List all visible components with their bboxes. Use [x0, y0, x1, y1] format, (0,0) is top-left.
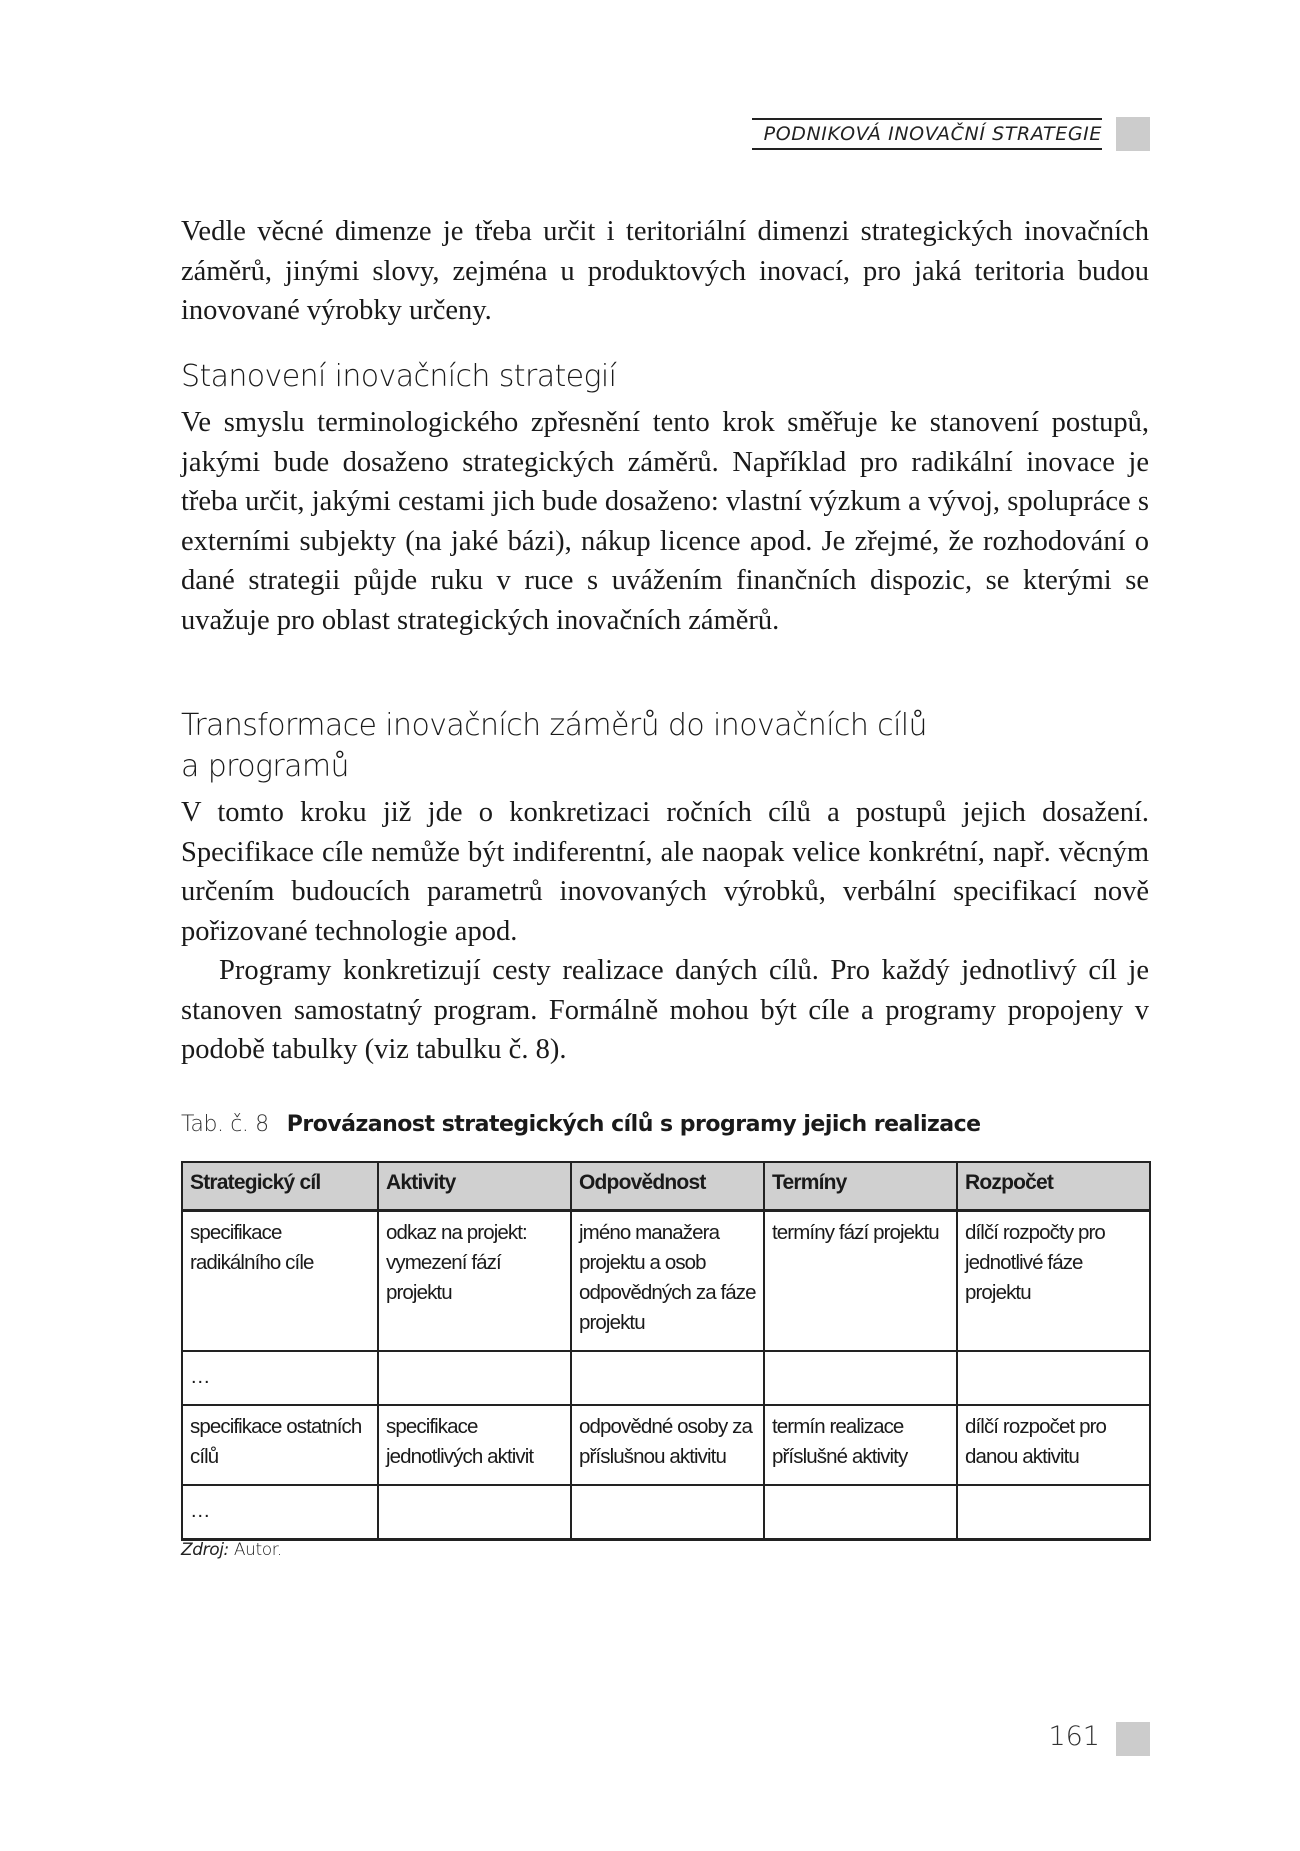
table-cell [957, 1351, 1150, 1405]
table-cell [378, 1351, 571, 1405]
table-row [182, 1485, 1150, 1540]
table-cell: dílčí rozpočty pro jednotlivé fáze projektu [957, 1211, 1150, 1352]
table-header-row [182, 1162, 1150, 1211]
table-cell: specifikace radikálního cíle [182, 1211, 378, 1352]
source-value: Autor. [233, 1540, 282, 1560]
intro-paragraph: Vedle věcné dimenze je třeba určit i teritoriální dimenzi strategických inovačních záměrů, jinými slovy, zejména u produktových inovací, pro jaká teritoria budou inovované výrobky určeny. [181, 216, 1149, 326]
table-cell: dílčí rozpočet pro danou aktivitu [957, 1405, 1150, 1485]
header-accent-square [1116, 117, 1150, 151]
column-header-budget: Rozpočet [957, 1162, 1150, 1211]
table-cell [378, 1485, 571, 1540]
table-cell: … [182, 1351, 378, 1405]
table-cell: odpovědné osoby za příslušnou aktivitu [571, 1405, 764, 1485]
section-heading-transformation-line2: a programů [181, 749, 349, 784]
section-transformation-paragraph-2: Programy konkretizují cesty realizace daných cílů. Pro každý jednotlivý cíl je stanoven samostatný program. Formálně mohou být cíle a programy propojeny v podobě tabulky (viz tabulku č. 8). [181, 955, 1149, 1065]
table-caption [181, 1110, 1149, 1140]
column-header-responsibility: Odpovědnost [571, 1162, 764, 1211]
table-cell: jméno manažera projektu a osob odpovědných za fáze projektu [571, 1211, 764, 1352]
table-cell: … [182, 1485, 378, 1540]
source-label: Zdroj: [181, 1540, 229, 1560]
table-cell [571, 1351, 764, 1405]
table-row [182, 1211, 1150, 1352]
footer-accent-square [1116, 1722, 1150, 1756]
table-cell [764, 1485, 957, 1540]
running-header-title: PODNIKOVÁ INOVAČNÍ STRATEGIE [763, 123, 1102, 145]
table-cell: specifikace ostatních cílů [182, 1405, 378, 1485]
column-header-activities: Aktivity [378, 1162, 571, 1211]
section-strategies-paragraph: Ve smyslu terminologického zpřesnění tento krok směřuje ke stanovení postupů, jakými bude dosaženo strategických záměrů. Například pro radikální inovace je třeba určit, jakými cestami jich bude dosaženo: vlastní výzkum a vývoj, spolupráce s externími subjekty (na jaké bázi), nákup licence apod. Je zřejmé, že rozhodování o dané strategii půjde ruku v ruce s uvážením finančních dispozic, se kterými se uvažuje pro oblast strategických inovačních záměrů. [181, 407, 1149, 636]
section-heading-transformation-line1: Transformace inovačních záměrů do inovačních cílů [181, 708, 927, 743]
table-source-note [181, 1538, 282, 1562]
column-header-deadlines: Termíny [764, 1162, 957, 1211]
goals-programs-table [181, 1161, 1151, 1541]
column-header-strategic-goal: Strategický cíl [182, 1162, 378, 1211]
table-cell [957, 1485, 1150, 1540]
section-heading-transformation [181, 705, 1149, 787]
table-row [182, 1405, 1150, 1485]
table-cell: specifikace jednotlivých aktivit [378, 1405, 571, 1485]
table-cell: odkaz na projekt: vymezení fází projektu [378, 1211, 571, 1352]
table-cell: termín realizace příslušné aktivity [764, 1405, 957, 1485]
section-transformation-paragraph-1: V tomto kroku již jde o konkretizaci ročních cílů a postupů jejich dosažení. Specifikace cíle nemůže být indiferentní, ale naopak velice konkrétní, např. věcným určením budoucích parametrů inovovaných výrobků, verbální specifikací nově pořizované technologie apod. [181, 797, 1149, 947]
page-number: 161 [1048, 1721, 1100, 1752]
table-cell [571, 1485, 764, 1540]
table-cell: termíny fází projektu [764, 1211, 957, 1352]
table-cell [764, 1351, 957, 1405]
table-caption-title: Provázanost strategických cílů s programy jejich realizace [286, 1112, 981, 1137]
section-heading-strategies: Stanovení inovačních strategií [181, 359, 617, 394]
table-row [182, 1351, 1150, 1405]
running-header [752, 118, 1102, 150]
table-caption-label: Tab. č. 8 [181, 1112, 269, 1137]
